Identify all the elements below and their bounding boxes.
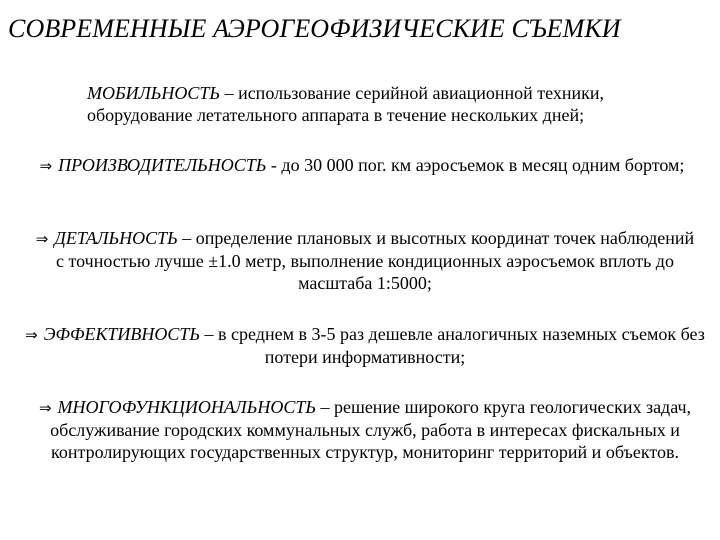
list-item-mobility [87, 82, 687, 126]
list-item-multifunctionality [20, 396, 710, 463]
item-text: - до 30 000 пог. км аэросъемок в месяц одним бортом; [266, 155, 685, 175]
double-arrow-icon: ⇒ [39, 157, 53, 175]
double-arrow-icon: ⇒ [38, 399, 52, 417]
list-item-detail [30, 227, 700, 294]
list-item-efficiency [22, 323, 708, 368]
double-arrow-icon: ⇒ [25, 326, 38, 344]
list-item-productivity [22, 154, 702, 177]
item-text: – определение плановых и высотных координат точек наблюдений с точностью лучше ±1.0 метр, выполнение кондиционных аэросъемок вплоть до масштаба 1:5000; [56, 228, 695, 293]
item-text: – использование серийной авиационной техники, оборудование летательного аппарата в течение нескольких дней; [87, 83, 605, 125]
item-keyword: МОБИЛЬНОСТЬ [87, 83, 221, 103]
slide-title: СОВРЕМЕННЫЕ АЭРОГЕОФИЗИЧЕСКИЕ СЪЕМКИ [8, 14, 621, 43]
item-text: – решение широкого круга геологических задач, обслуживание городских коммунальных служб, работа в интересах фискальных и контролирующих государственных структур, мониторинг территорий и объектов. [50, 397, 692, 462]
double-arrow-icon: ⇒ [35, 230, 49, 248]
item-keyword: ДЕТАЛЬНОСТЬ [54, 228, 178, 248]
item-text: – в среднем в 3-5 раз дешевле аналогичных наземных съемок без потери информативности; [200, 324, 705, 367]
item-keyword: ПРОИЗВОДИТЕЛЬНОСТЬ [58, 155, 267, 175]
item-keyword: МНОГОФУНКЦИОНАЛЬНОСТЬ [57, 397, 316, 417]
item-keyword: ЭФФЕКТИВНОСТЬ [43, 324, 201, 344]
